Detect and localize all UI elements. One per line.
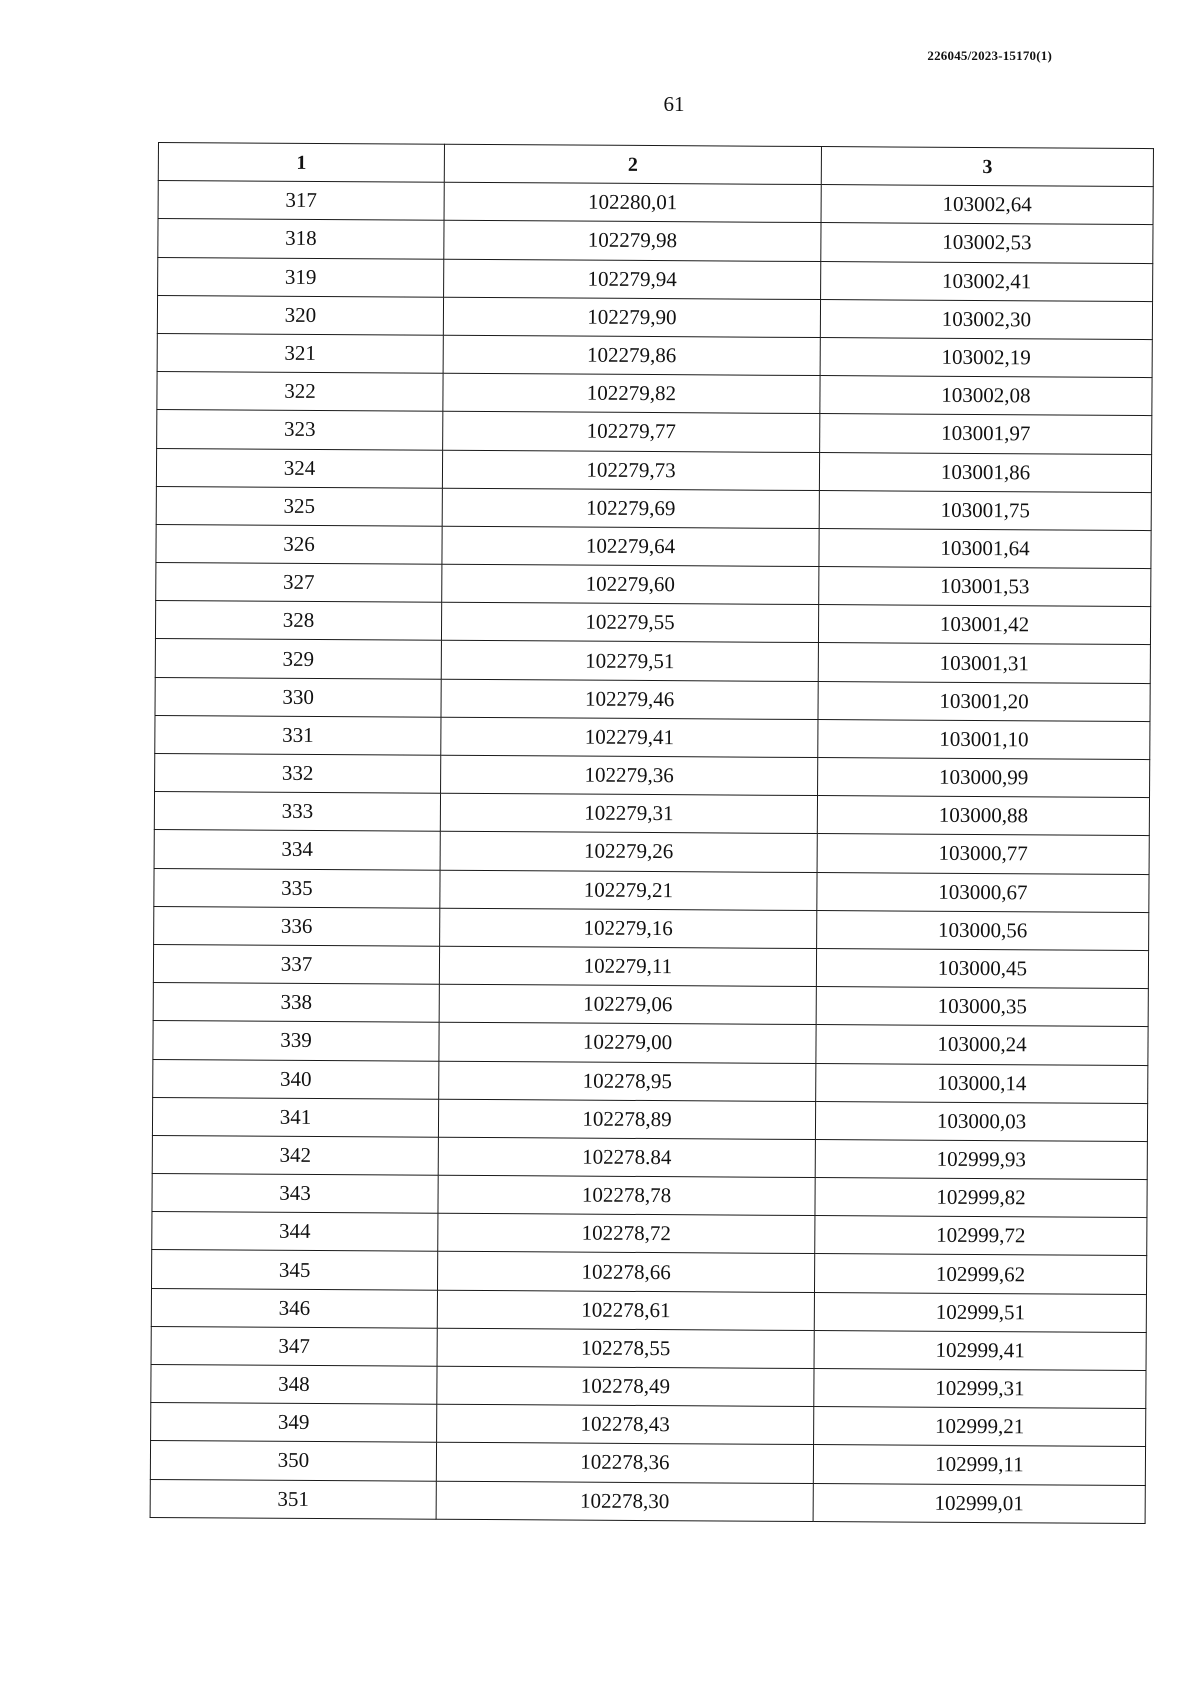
coordinates-table: [150, 142, 1154, 1524]
table-row: [155, 753, 1150, 797]
table-cell: 332: [155, 753, 441, 793]
table-row: [153, 1021, 1148, 1065]
table-row: [156, 524, 1151, 568]
table-cell: 351: [150, 1479, 436, 1519]
table-row: [151, 1364, 1146, 1408]
table-row: [157, 295, 1152, 339]
table-cell: 322: [157, 372, 443, 412]
table-cell: 318: [158, 219, 444, 259]
table-cell: 102279,60: [442, 564, 819, 604]
table-cell: 102280,01: [444, 182, 821, 222]
table-cell: 103001,10: [818, 719, 1150, 759]
table-cell: 102279,90: [443, 297, 820, 337]
header-row: [158, 143, 1153, 187]
table-cell: 102279,21: [440, 870, 817, 910]
table-cell: 103001,20: [818, 681, 1150, 721]
table-cell: 102279,16: [440, 908, 817, 948]
table-cell: 341: [152, 1097, 438, 1137]
table-cell: 102279,00: [439, 1023, 816, 1063]
table-cell: 338: [153, 983, 439, 1023]
table-cell: 103002,64: [821, 185, 1153, 225]
table-cell: 102279,64: [442, 526, 819, 566]
table-cell: 102279,55: [441, 602, 818, 642]
table-cell: 102999,41: [814, 1330, 1146, 1370]
table-cell: 103000,35: [816, 987, 1148, 1027]
table-cell: 349: [151, 1403, 437, 1443]
table-row: [151, 1326, 1146, 1370]
table-header: [158, 143, 1153, 187]
table-cell: 337: [153, 944, 439, 984]
table-cell: 324: [156, 448, 442, 488]
table-cell: 103001,86: [819, 452, 1151, 492]
table-cell: 103000,24: [816, 1025, 1148, 1065]
table-cell: 102278,30: [436, 1481, 813, 1521]
table-row: [155, 677, 1150, 721]
table-cell: 102999,72: [815, 1216, 1147, 1256]
table-cell: 320: [157, 295, 443, 335]
table-cell: 334: [154, 830, 440, 870]
table-row: [158, 219, 1153, 263]
table-cell: 103001,53: [819, 567, 1151, 607]
table-cell: 102279,82: [443, 373, 820, 413]
table-cell: 325: [156, 486, 442, 526]
table-body: [150, 181, 1153, 1524]
table-row: [157, 410, 1152, 454]
table-cell: 103000,99: [818, 758, 1150, 798]
table-cell: 330: [155, 677, 441, 717]
table-row: [150, 1441, 1145, 1485]
table-cell: 350: [150, 1441, 436, 1481]
table-cell: 319: [158, 257, 444, 297]
table-cell: 103001,42: [818, 605, 1150, 645]
table-cell: 102999,11: [813, 1445, 1145, 1485]
table-cell: 345: [151, 1250, 437, 1290]
table-cell: 102999,21: [814, 1407, 1146, 1447]
table-cell: 102279,11: [439, 946, 816, 986]
table-row: [150, 1479, 1145, 1523]
table-cell: 102279,36: [441, 755, 818, 795]
table-cell: 340: [153, 1059, 439, 1099]
table-row: [158, 181, 1153, 225]
table-cell: 343: [152, 1174, 438, 1214]
table-cell: 103001,75: [819, 490, 1151, 530]
table-cell: 321: [157, 333, 443, 373]
table-cell: 347: [151, 1326, 437, 1366]
table-cell: 323: [157, 410, 443, 450]
table-cell: 102999,51: [814, 1292, 1146, 1332]
table-cell: 103002,53: [821, 223, 1153, 263]
table-cell: 335: [154, 868, 440, 908]
table-row: [155, 715, 1150, 759]
table-cell: 103000,77: [817, 834, 1149, 874]
table-cell: 102279,31: [440, 793, 817, 833]
table-cell: 102278,78: [438, 1175, 815, 1215]
table-row: [154, 830, 1149, 874]
table-cell: 102279,69: [442, 488, 819, 528]
table-row: [155, 601, 1150, 645]
table-cell: 103000,14: [816, 1063, 1148, 1103]
table-cell: 102999,62: [814, 1254, 1146, 1294]
table-cell: 102278,49: [437, 1366, 814, 1406]
table-cell: 102278,72: [438, 1213, 815, 1253]
table-cell: 102999,31: [814, 1369, 1146, 1409]
column-header: 2: [444, 144, 821, 184]
table-row: [154, 868, 1149, 912]
table-cell: 102278,55: [437, 1328, 814, 1368]
table-row: [153, 983, 1148, 1027]
table-row: [158, 257, 1153, 301]
table-cell: 102279,06: [439, 984, 816, 1024]
table-row: [151, 1403, 1146, 1447]
table-cell: 342: [152, 1135, 438, 1175]
document-reference: 226045/2023-15170(1): [927, 48, 1052, 63]
table-cell: 102279,98: [444, 221, 821, 261]
table-row: [154, 906, 1149, 950]
table-cell: 329: [155, 639, 441, 679]
table-cell: 102278,89: [438, 1099, 815, 1139]
table-cell: 336: [154, 906, 440, 946]
table-cell: 102279,77: [443, 412, 820, 452]
table-row: [154, 792, 1149, 836]
table-cell: 103000,67: [817, 872, 1149, 912]
table-cell: 102279,51: [441, 641, 818, 681]
table-cell: 103000,88: [817, 796, 1149, 836]
table-cell: 339: [153, 1021, 439, 1061]
table-row: [152, 1174, 1147, 1218]
table-cell: 103000,56: [817, 910, 1149, 950]
table-row: [156, 486, 1151, 530]
table-cell: 102279,73: [442, 450, 819, 490]
table-cell: 346: [151, 1288, 437, 1328]
table-cell: 102279,94: [444, 259, 821, 299]
table-row: [153, 944, 1148, 988]
table-row: [152, 1212, 1147, 1256]
table-cell: 103001,31: [818, 643, 1150, 683]
table-cell: 102278,95: [439, 1061, 816, 1101]
table-cell: 103001,97: [820, 414, 1152, 454]
column-header: 3: [821, 147, 1153, 187]
table-cell: 331: [155, 715, 441, 755]
table-row: [157, 372, 1152, 416]
table-cell: 326: [156, 524, 442, 564]
table-cell: 103000,45: [816, 948, 1148, 988]
table-cell: 102999,82: [815, 1178, 1147, 1218]
table-row: [151, 1288, 1146, 1332]
table-row: [155, 639, 1150, 683]
table-cell: 103002,19: [820, 337, 1152, 377]
table-cell: 344: [152, 1212, 438, 1252]
table-row: [152, 1097, 1147, 1141]
table-cell: 103002,08: [820, 376, 1152, 416]
table-cell: 102999,93: [815, 1139, 1147, 1179]
table-cell: 102278,61: [437, 1290, 814, 1330]
table-row: [156, 448, 1151, 492]
column-header: 1: [158, 143, 444, 183]
table-cell: 102278,43: [437, 1404, 814, 1444]
table-cell: 103002,30: [820, 299, 1152, 339]
page-number: 61: [663, 92, 685, 116]
table-row: [152, 1135, 1147, 1179]
table-cell: 102278,66: [437, 1252, 814, 1292]
table-cell: 348: [151, 1364, 437, 1404]
table-cell: 102278,36: [436, 1443, 813, 1483]
table-cell: 103001,64: [819, 528, 1151, 568]
table-cell: 333: [154, 792, 440, 832]
table-row: [153, 1059, 1148, 1103]
table-cell: 102279,86: [443, 335, 820, 375]
table-row: [156, 563, 1151, 607]
table-cell: 317: [158, 181, 444, 221]
table-cell: 103002,41: [821, 261, 1153, 301]
table-cell: 102279,41: [441, 717, 818, 757]
table-cell: 102999,01: [813, 1483, 1145, 1523]
table-cell: 102279,46: [441, 679, 818, 719]
table-cell: 327: [156, 563, 442, 603]
table-cell: 103000,03: [815, 1101, 1147, 1141]
table-row: [151, 1250, 1146, 1294]
table-cell: 102278.84: [438, 1137, 815, 1177]
table-cell: 102279,26: [440, 832, 817, 872]
table-cell: 328: [155, 601, 441, 641]
table-row: [157, 333, 1152, 377]
